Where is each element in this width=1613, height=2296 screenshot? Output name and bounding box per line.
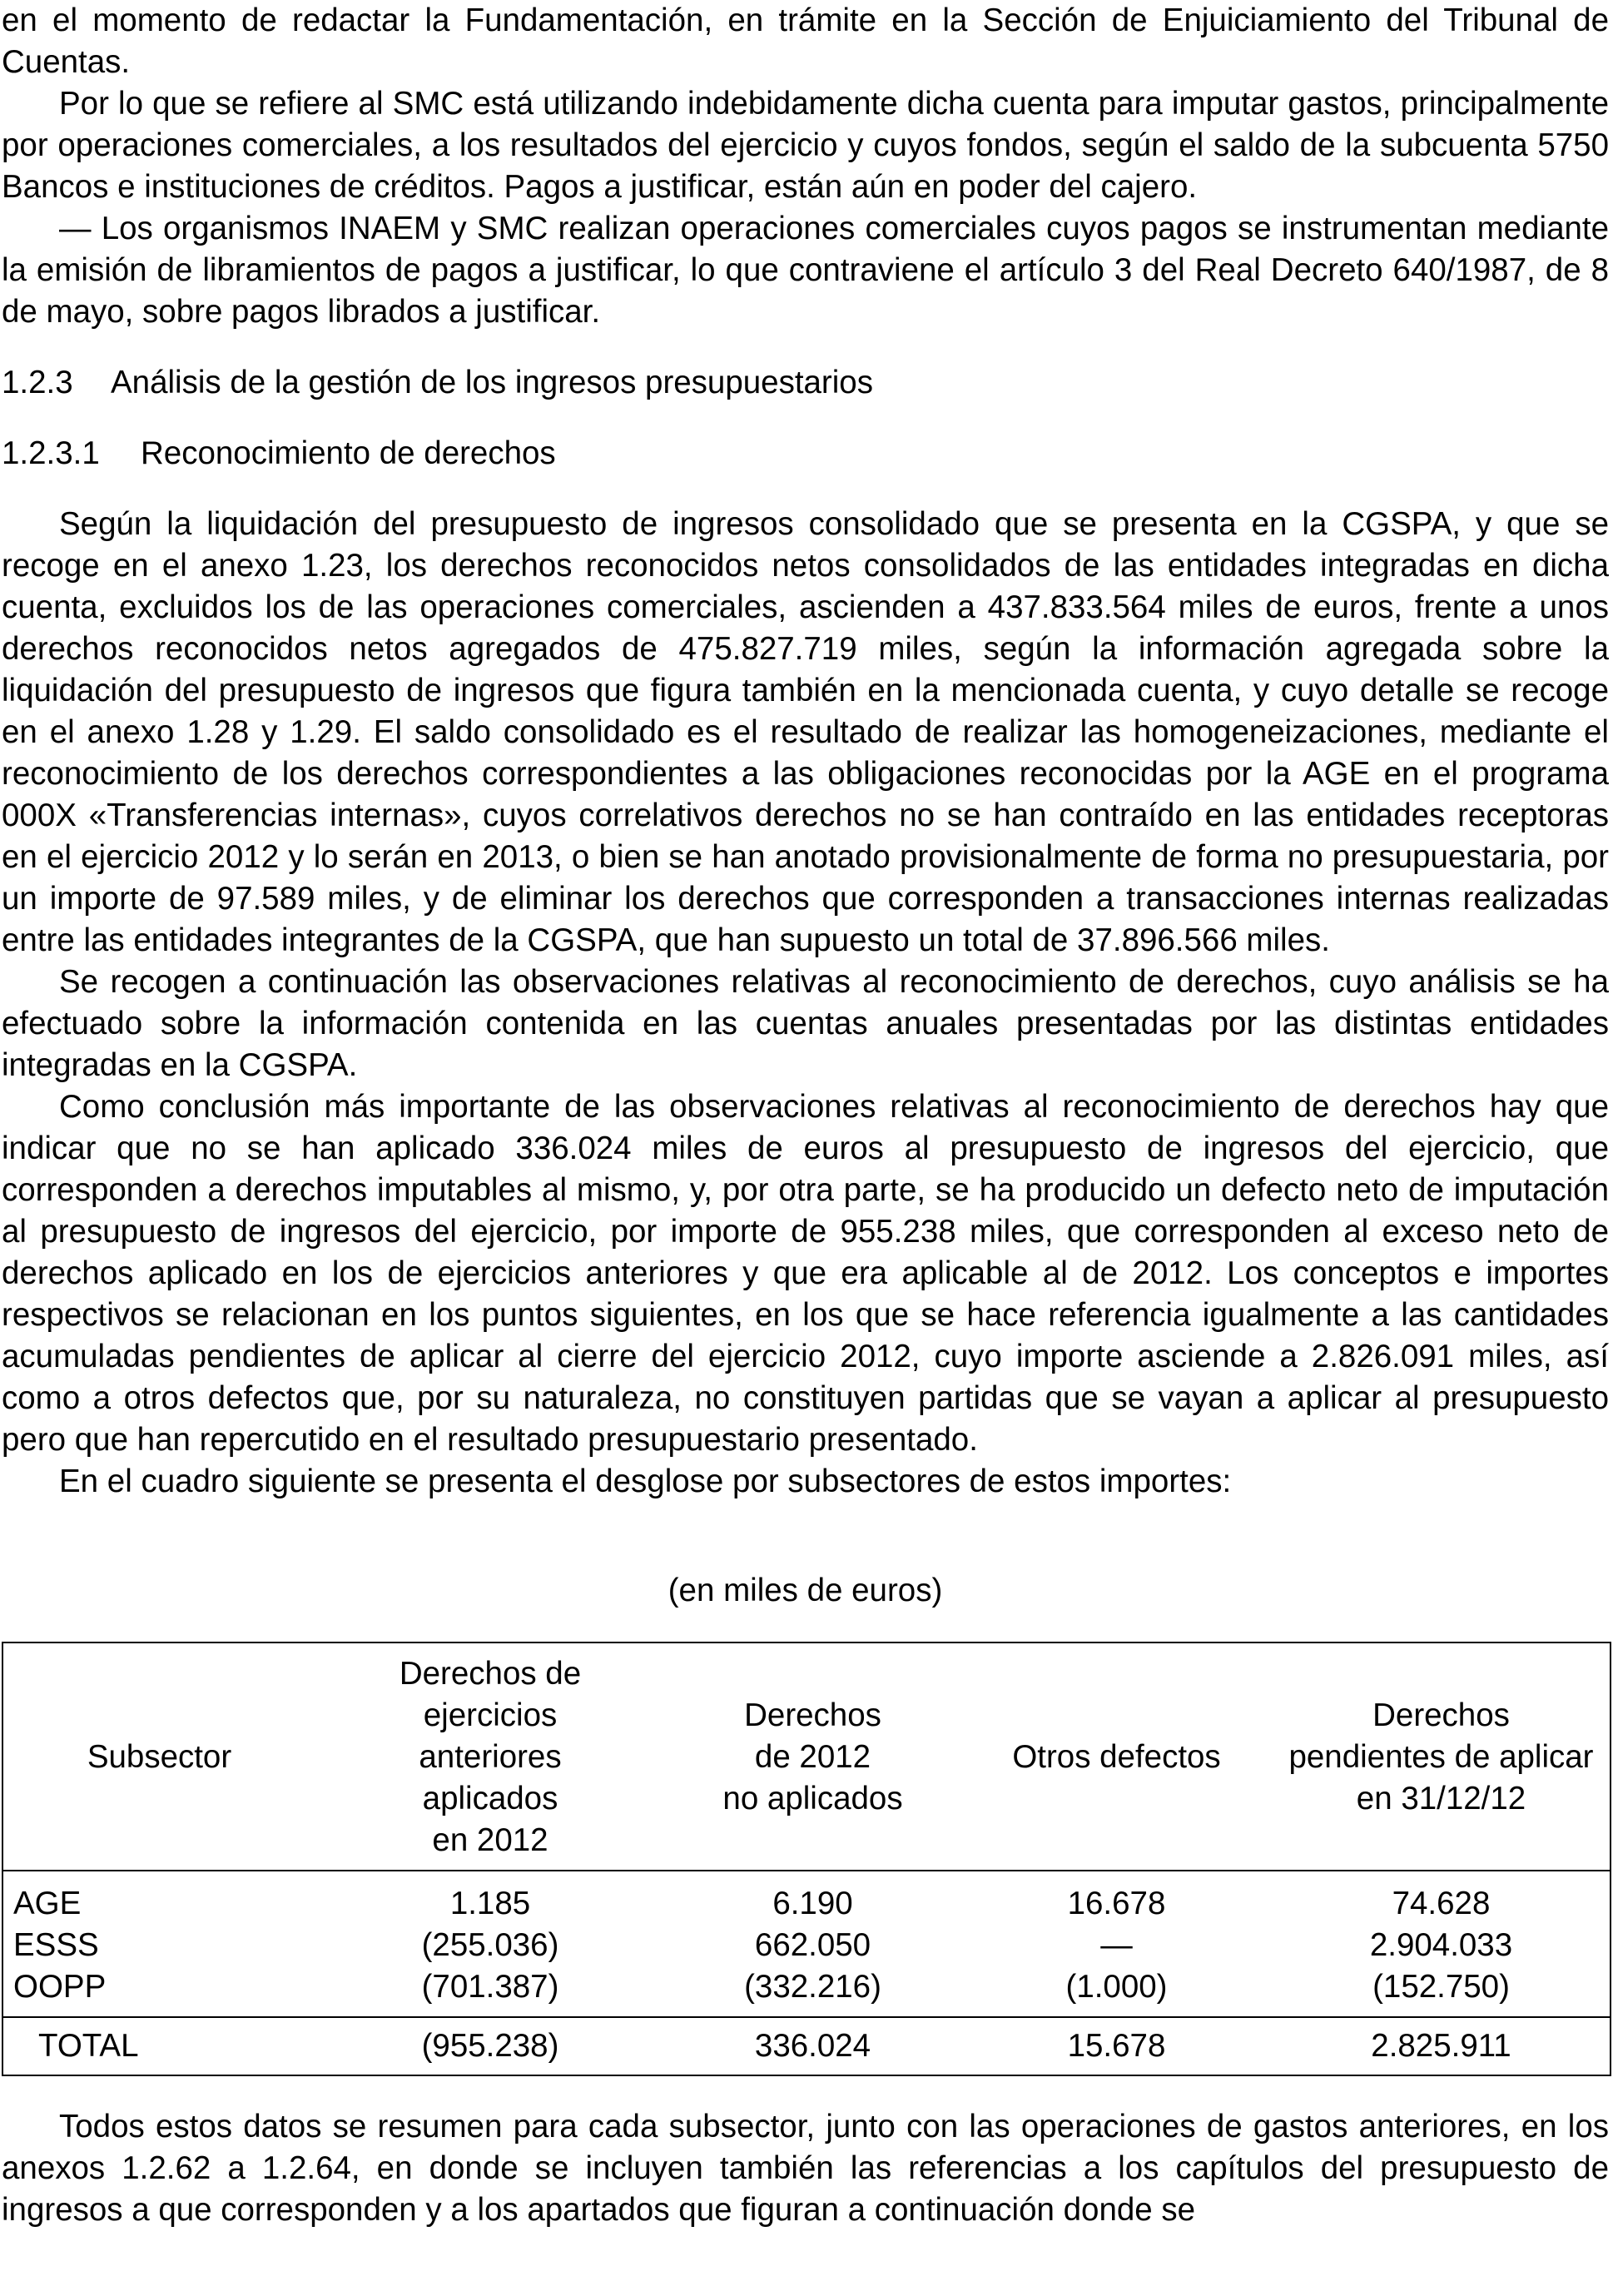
cell-value: 2.904.033 [1369,1927,1513,1963]
cell-value: 16.678 [1067,1886,1166,1921]
cell-value: 74.628 [1392,1886,1491,1921]
cell-value: 1.185 [449,1886,531,1921]
cell-subsector: ESSS [13,1927,99,1963]
paragraph-conclusion: Como conclusión más importante de las observaciones relativas al reconocimiento de derechos hay que indicar que no se han aplicado 336.024 miles de euros al presupuesto de ingresos del ejercicio, que corresponden a derechos imputables al mismo, y, por otra parte, se ha producido un defecto neto de imputación al presupuesto de ingresos del ejercicio, por importe de 955.238 miles, que corresponden al exceso neto de derechos aplicado en los de ejercicios anteriores y que era aplicable al de 2012. Los conceptos e importes respectivos se relacionan en los puntos siguientes, en los que se hace referencia igualmente a las cantidades acumuladas pendientes de aplicar al cierre del ejercicio 2012, cuyo importe asciende a 2.826.091 miles, así como a otros defectos que, por su naturaleza, no constituyen partidas que se vayan a aplicar al presupuesto pero que han repercutido en el resultado presupuestario presentado. [2,1089,1609,1458]
header-derechos-no-aplicados: Derechos de 2012 no aplicados [665,1642,960,1871]
table-row-esss [3,1925,1610,1966]
table-row-total [3,2017,1610,2075]
cell-value: (1.000) [1065,1969,1168,2005]
paragraph-observaciones: Se recogen a continuación las observaciones relativas al reconocimiento de derechos, cuyo análisis se ha efectuado sobre la información contenida en las cuentas anuales presentadas por las distintas entidades integradas en la CGSPA. [2,964,1609,1083]
cell-total-value: 336.024 [665,2017,960,2075]
section-title: Reconocimiento de derechos [141,435,556,471]
table-header-row [3,1642,1610,1871]
rights-table [3,1642,1610,2076]
section-number: 1.2.3 [2,365,73,400]
cell-total-value: (955.238) [315,2017,665,2075]
paragraph-resumen: Todos estos datos se resumen para cada subsector, junto con las operaciones de gastos anteriores, en los anexos 1.2.62 a 1.2.64, en donde se incluyen también las referencias a los capítulos del presupuesto de ingresos a que corresponden y a los apartados que figuran a continuación donde se [2,2109,1609,2228]
cell-value: (332.216) [744,1969,881,2005]
cell-total-value: 15.678 [960,2017,1273,2075]
table-row-age [3,1871,1610,1925]
section-title: Análisis de la gestión de los ingresos presupuestarios [111,365,873,400]
section-heading-1-2-3-1 [2,433,1609,475]
paragraph-inaem-smc: — Los organismos INAEM y SMC realizan operaciones comerciales cuyos pagos se instrumentan mediante la emisión de libramientos de pagos a justificar, lo que contraviene el artículo 3 del Real Decreto 640/1987, de 8 de mayo, sobre pagos librados a justificar. [2,211,1609,330]
section-heading-1-2-3 [2,362,1609,404]
cell-subsector: AGE [13,1886,82,1921]
header-subsector: Subsector [3,1642,315,1871]
header-derechos-pendientes: Derechos pendientes de aplicar en 31/12/12 [1273,1642,1610,1871]
paragraph-continuation: en el momento de redactar la Fundamentación, en trámite en la Sección de Enjuiciamiento del Tribunal de Cuentas. [2,2,1609,80]
cell-subsector: OOPP [13,1969,107,2005]
paragraph-liquidacion: Según la liquidación del presupuesto de ingresos consolidado que se presenta en la CGSPA, y que se recoge en el anexo 1.23, los derechos reconocidos netos consolidados de las entidades integradas en dicha cuenta, excluidos los de las operaciones comerciales, ascienden a 437.833.564 miles de euros, frente a unos derechos reconocidos netos agregados de 475.827.719 miles, según la información agregada sobre la liquidación del presupuesto de ingresos que figura también en la mencionada cuenta, y cuyo detalle se recoge en el anexo 1.28 y 1.29. El saldo consolidado es el resultado de realizar las homogeneizaciones, mediante el reconocimiento de los derechos correspondientes a las obligaciones reconocidas por la AGE en el programa 000X «Transferencias internas», cuyos correlativos derechos no se han contraído en las entidades receptoras en el ejercicio 2012 y lo serán en 2013, o bien se han anotado provisionalmente de forma no presupuestaria, por un importe de 97.589 miles, y de eliminar los derechos que corresponden a transacciones internas realizadas entre las entidades integrantes de la CGSPA, que han supuesto un total de 37.896.566 miles. [2,506,1609,958]
table-row-oopp [3,1966,1610,2017]
rights-table-frame [2,1642,1611,2076]
header-otros-defectos: Otros defectos [960,1642,1273,1871]
header-derechos-anteriores: Derechos de ejercicios anteriores aplicados en 2012 [315,1642,665,1871]
cell-value: (255.036) [421,1927,559,1963]
paragraph-cuadro-intro: En el cuadro siguiente se presenta el desglose por subsectores de estos importes: [59,1464,1232,1499]
cell-value: (701.387) [421,1969,559,2005]
cell-total-value: 2.825.911 [1273,2017,1610,2075]
cell-total-label: TOTAL [3,2017,315,2075]
cell-value: 6.190 [772,1886,853,1921]
paragraph-smc: Por lo que se refiere al SMC está utilizando indebidamente dicha cuenta para imputar gastos, principalmente por operaciones comerciales, a los resultados del ejercicio y cuyos fondos, según el saldo de la subcuenta 5750 Bancos e instituciones de créditos. Pagos a justificar, están aún en poder del cajero. [2,86,1609,205]
cell-value: 662.050 [754,1927,871,1963]
cell-value: — [1100,1927,1133,1963]
section-number: 1.2.3.1 [2,435,100,471]
cell-value: (152.750) [1372,1969,1510,2005]
table-unit-caption: (en miles de euros) [668,1573,943,1608]
